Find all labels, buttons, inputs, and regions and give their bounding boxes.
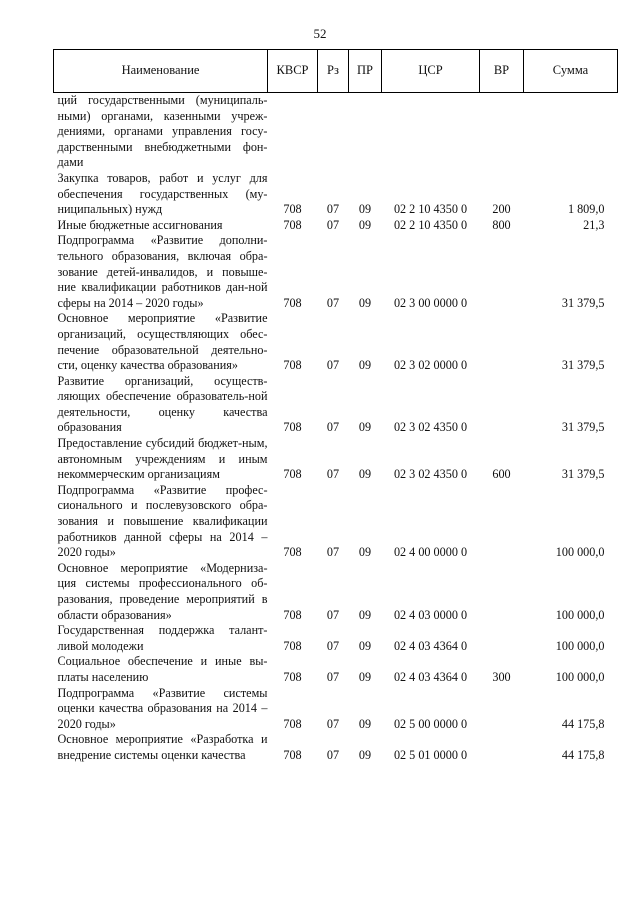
cell-pr: 09 bbox=[358, 358, 372, 373]
column-header-rz: Рз bbox=[318, 50, 349, 93]
cell-rz: 07 bbox=[326, 607, 340, 622]
cell-sum: 31 379,5 bbox=[561, 358, 605, 373]
cell-kvsr: 708 bbox=[283, 669, 302, 684]
cell-csr bbox=[382, 93, 480, 171]
cell-rz: 07 bbox=[326, 202, 340, 217]
cell-sum: 21,3 bbox=[583, 217, 605, 232]
cell-sum: 44 175,8 bbox=[561, 747, 605, 762]
cell-pr: 09 bbox=[358, 669, 372, 684]
cell-rz: 07 bbox=[326, 420, 340, 435]
cell-sum: 31 379,5 bbox=[561, 467, 605, 482]
cell-rz: 07 bbox=[326, 467, 340, 482]
cell-vr bbox=[480, 311, 524, 373]
cell-csr: 02 3 02 0000 0 bbox=[393, 358, 468, 373]
cell-rz: 07 bbox=[326, 295, 340, 310]
table-row bbox=[54, 374, 618, 436]
table-row bbox=[54, 686, 618, 733]
column-header-pr: ПР bbox=[349, 50, 382, 93]
cell-vr bbox=[480, 374, 524, 436]
cell-kvsr bbox=[268, 93, 318, 171]
cell-vr bbox=[480, 561, 524, 623]
cell-sum: 100 000,0 bbox=[555, 669, 605, 684]
budget-table bbox=[53, 49, 618, 764]
table-header-row bbox=[54, 50, 618, 93]
cell-csr: 02 5 00 0000 0 bbox=[393, 716, 468, 731]
cell-vr bbox=[480, 686, 524, 733]
cell-csr: 02 5 01 0000 0 bbox=[393, 747, 468, 762]
cell-name: Подпрограмма «Развитие профес-сионального и послевузовского обра-зования и повышение квалификации работников данной сферы на 2014 – 2020 годы» bbox=[57, 482, 268, 560]
table-row bbox=[54, 436, 618, 483]
cell-pr: 09 bbox=[358, 638, 372, 653]
cell-kvsr: 708 bbox=[283, 716, 302, 731]
table-row bbox=[54, 623, 618, 654]
cell-name: Закупка товаров, работ и услуг для обеспечения государственных (му-ниципальных) нужд bbox=[57, 170, 268, 217]
cell-csr: 02 2 10 4350 0 bbox=[393, 217, 468, 232]
cell-sum: 31 379,5 bbox=[561, 420, 605, 435]
column-header-vr: ВР bbox=[480, 50, 524, 93]
cell-vr: 800 bbox=[492, 217, 511, 232]
table-row bbox=[54, 561, 618, 623]
table-row bbox=[54, 171, 618, 218]
table-row bbox=[54, 483, 618, 561]
cell-rz: 07 bbox=[326, 545, 340, 560]
cell-name: Государственная поддержка талант-ливой молодежи bbox=[57, 623, 268, 653]
cell-kvsr: 708 bbox=[283, 638, 302, 653]
cell-rz: 07 bbox=[326, 638, 340, 653]
cell-name: Предоставление субсидий бюджет-ным, автономным учреждениям и иным некоммерческим организациям bbox=[57, 436, 268, 482]
cell-rz bbox=[318, 93, 349, 171]
cell-name: Развитие организаций, осуществ-ляющих обеспечение образователь-ной деятельности, оценку качества образования bbox=[57, 373, 268, 435]
cell-sum: 100 000,0 bbox=[555, 545, 605, 560]
page-number: 52 bbox=[313, 26, 327, 41]
cell-csr: 02 2 10 4350 0 bbox=[393, 202, 468, 217]
cell-csr: 02 3 02 4350 0 bbox=[393, 420, 468, 435]
cell-sum: 1 809,0 bbox=[567, 202, 605, 217]
table-row bbox=[54, 218, 618, 234]
column-header-csr: ЦСР bbox=[382, 50, 480, 93]
cell-csr: 02 4 00 0000 0 bbox=[393, 545, 468, 560]
cell-vr bbox=[480, 732, 524, 763]
cell-sum: 44 175,8 bbox=[561, 716, 605, 731]
cell-rz: 07 bbox=[326, 747, 340, 762]
cell-sum: 100 000,0 bbox=[555, 638, 605, 653]
cell-name: Основное мероприятие «Развитие организаций, осуществляющих обес-печение образовательной деятельно-сти, оценку качества образования» bbox=[57, 311, 268, 373]
cell-pr: 09 bbox=[358, 217, 372, 232]
cell-kvsr: 708 bbox=[283, 467, 302, 482]
cell-vr: 200 bbox=[492, 202, 511, 217]
cell-csr: 02 3 00 0000 0 bbox=[393, 295, 468, 310]
table-row bbox=[54, 93, 618, 171]
cell-rz: 07 bbox=[326, 669, 340, 684]
cell-pr: 09 bbox=[358, 545, 372, 560]
cell-rz: 07 bbox=[326, 716, 340, 731]
table-row bbox=[54, 732, 618, 763]
cell-name: Основное мероприятие «Модерниза-ция системы профессионального об-разования, проведение мероприятий в области образования» bbox=[57, 560, 268, 622]
cell-csr: 02 4 03 0000 0 bbox=[393, 607, 468, 622]
cell-pr: 09 bbox=[358, 467, 372, 482]
cell-sum: 31 379,5 bbox=[561, 295, 605, 310]
cell-pr: 09 bbox=[358, 607, 372, 622]
cell-pr: 09 bbox=[358, 202, 372, 217]
cell-vr bbox=[480, 93, 524, 171]
cell-pr: 09 bbox=[358, 747, 372, 762]
table-row bbox=[54, 654, 618, 685]
cell-name: Основное мероприятие «Разработка и внедрение системы оценки качества bbox=[57, 732, 268, 762]
cell-kvsr: 708 bbox=[283, 295, 302, 310]
table-row bbox=[54, 311, 618, 373]
cell-sum: 100 000,0 bbox=[555, 607, 605, 622]
cell-kvsr: 708 bbox=[283, 545, 302, 560]
cell-rz: 07 bbox=[326, 358, 340, 373]
cell-name: Иные бюджетные ассигнования bbox=[57, 217, 223, 232]
cell-vr: 300 bbox=[492, 669, 511, 684]
cell-pr bbox=[349, 93, 382, 171]
cell-vr: 600 bbox=[492, 467, 511, 482]
cell-pr: 09 bbox=[358, 420, 372, 435]
cell-name: Подпрограмма «Развитие системы оценки качества образования на 2014 – 2020 годы» bbox=[57, 685, 268, 731]
cell-sum bbox=[524, 93, 618, 171]
cell-pr: 09 bbox=[358, 295, 372, 310]
cell-rz: 07 bbox=[326, 217, 340, 232]
cell-csr: 02 3 02 4350 0 bbox=[393, 467, 468, 482]
cell-pr: 09 bbox=[358, 716, 372, 731]
cell-csr: 02 4 03 4364 0 bbox=[393, 669, 468, 684]
cell-name: Социальное обеспечение и иные вы-платы населению bbox=[57, 654, 268, 684]
column-header-kvsr: КВСР bbox=[268, 50, 318, 93]
cell-vr bbox=[480, 623, 524, 654]
cell-kvsr: 708 bbox=[283, 217, 302, 232]
cell-kvsr: 708 bbox=[283, 607, 302, 622]
cell-kvsr: 708 bbox=[283, 747, 302, 762]
cell-kvsr: 708 bbox=[283, 358, 302, 373]
table-body bbox=[54, 93, 618, 764]
table-row bbox=[54, 233, 618, 311]
cell-kvsr: 708 bbox=[283, 420, 302, 435]
cell-vr bbox=[480, 233, 524, 311]
column-header-sum: Сумма bbox=[524, 50, 618, 93]
cell-csr: 02 4 03 4364 0 bbox=[393, 638, 468, 653]
cell-name: ций государственными (муниципаль-ными) органами, казенными учреж-дениями, органами управления госу-дарственными внебюджетными фон-дами bbox=[57, 93, 268, 170]
cell-name: Подпрограмма «Развитие дополни-тельного образования, включая обра-зование детей-инвалидов, и повыше-ние квалификации работников дан-ной сферы на 2014 – 2020 годы» bbox=[57, 233, 268, 310]
cell-kvsr: 708 bbox=[283, 202, 302, 217]
cell-vr bbox=[480, 483, 524, 561]
column-header-name: Наименование bbox=[54, 50, 268, 93]
